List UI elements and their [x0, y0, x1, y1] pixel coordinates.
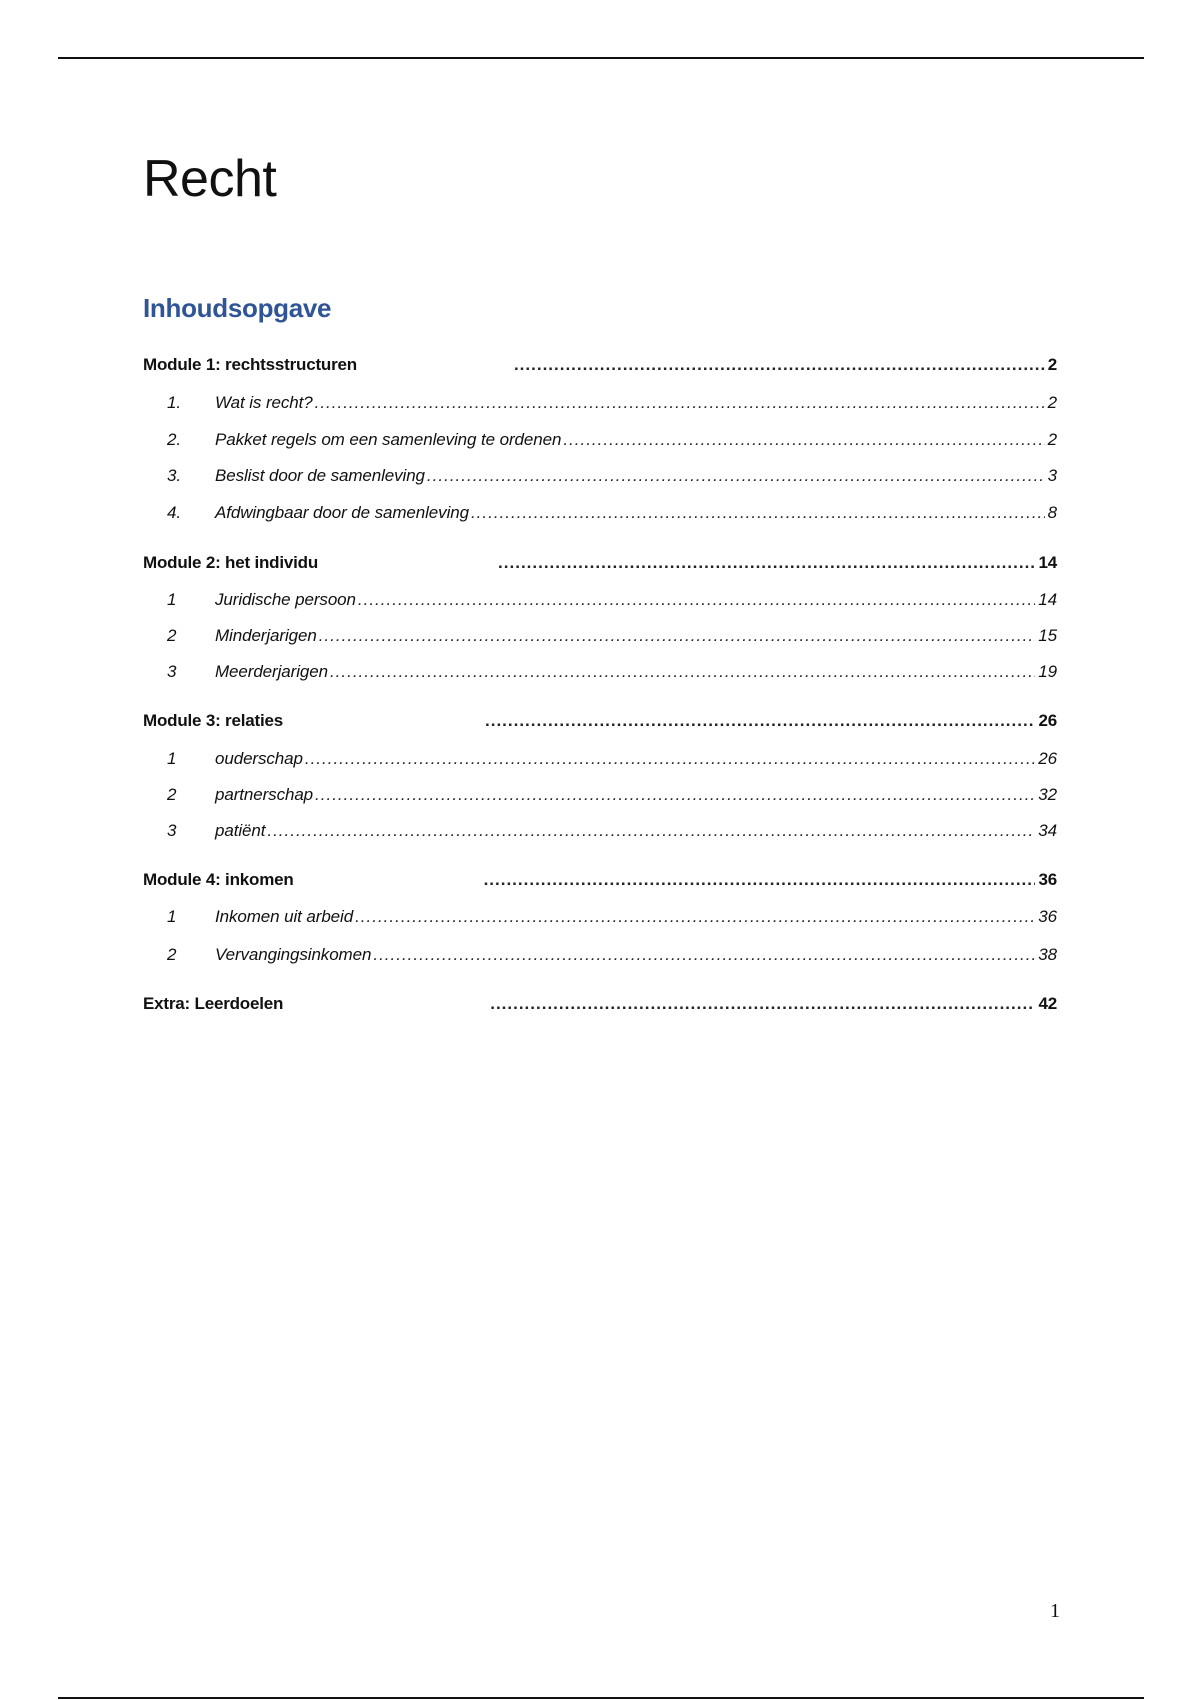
dot-leader: [315, 782, 1035, 808]
dot-leader: [484, 867, 1036, 893]
dot-leader: [514, 352, 1045, 378]
toc-entry-number: 3.: [167, 466, 181, 485]
dot-leader: [427, 463, 1045, 489]
toc-entry-4-2[interactable]: [143, 942, 1057, 968]
dot-leader: [267, 818, 1035, 844]
toc-entry-number: 3: [167, 821, 177, 840]
dot-leader: [373, 942, 1035, 968]
toc-entry-label: ouderschap: [215, 749, 303, 768]
toc-entry-3-2[interactable]: [143, 782, 1057, 808]
page-number: 1: [1050, 1600, 1060, 1622]
toc-entry-number: 4.: [167, 503, 181, 522]
toc-page-number: 14: [1038, 553, 1057, 572]
toc-entry-label: Wat is recht?: [215, 393, 313, 412]
toc-entry-2-1[interactable]: [143, 587, 1057, 613]
toc-module-title: Module 3: relaties: [143, 711, 283, 730]
toc-module-title: Module 4: inkomen: [143, 870, 294, 889]
toc-entry-1-4[interactable]: [143, 500, 1057, 526]
toc-entry-number: 2: [167, 945, 177, 964]
toc-entry-number: 1: [167, 590, 177, 609]
toc-module-title: Extra: Leerdoelen: [143, 994, 284, 1013]
toc-entry-number: 1.: [167, 393, 181, 412]
toc-entry-label: Beslist door de samenleving: [215, 466, 425, 485]
toc-page-number: 26: [1038, 711, 1057, 730]
toc-page-number: 34: [1038, 821, 1057, 840]
dot-leader: [498, 550, 1035, 576]
toc-page-number: 2: [1047, 430, 1057, 449]
toc-entry-1-1[interactable]: [143, 390, 1057, 416]
toc-page-number: 8: [1047, 503, 1057, 522]
toc-entry-label: Meerderjarigen: [215, 662, 328, 681]
toc-module-1[interactable]: [143, 352, 1057, 378]
dot-leader: [305, 746, 1035, 772]
toc-entry-label: Minderjarigen: [215, 626, 317, 645]
dot-leader: [485, 708, 1035, 734]
toc-entry-number: 3: [167, 662, 177, 681]
toc-module-title: Module 2: het individu: [143, 553, 319, 572]
toc-page-number: 36: [1038, 870, 1057, 889]
toc-entry-label: Juridische persoon: [215, 590, 356, 609]
toc-page-number: 38: [1038, 945, 1057, 964]
dot-leader: [355, 904, 1035, 930]
footer-rule: [58, 1697, 1144, 1699]
toc-entry-1-3[interactable]: [143, 463, 1057, 489]
toc-entry-label: Vervangingsinkomen: [215, 945, 372, 964]
toc-entry-number: 1: [167, 907, 177, 926]
toc-entry-4-1[interactable]: [143, 904, 1057, 930]
header-rule: [58, 57, 1144, 59]
toc-module-title: Module 1: rechtsstructuren: [143, 355, 357, 374]
toc-entry-label: Afdwingbaar door de samenleving: [215, 503, 469, 522]
toc-page-number: 3: [1047, 466, 1057, 485]
toc-entry-number: 1: [167, 749, 177, 768]
dot-leader: [563, 427, 1044, 453]
dot-leader: [490, 991, 1035, 1017]
toc-module-3[interactable]: [143, 708, 1057, 734]
toc-page-number: 42: [1038, 994, 1057, 1013]
toc-entry-label: patiënt: [215, 821, 266, 840]
toc-page-number: 36: [1038, 907, 1057, 926]
toc-page-number: 2: [1047, 393, 1057, 412]
toc-entry-number: 2: [167, 626, 177, 645]
toc-entry-label: partnerschap: [215, 785, 314, 804]
toc-entry-label: Inkomen uit arbeid: [215, 907, 354, 926]
toc-entry-number: 2: [167, 785, 177, 804]
toc-module-4[interactable]: [143, 867, 1057, 893]
dot-leader: [358, 587, 1035, 613]
toc-heading: Inhoudsopgave: [143, 293, 332, 323]
toc-module-2[interactable]: [143, 550, 1057, 576]
toc-entry-2-3[interactable]: [143, 659, 1057, 685]
toc-page-number: 32: [1038, 785, 1057, 804]
toc-page-number: 26: [1038, 749, 1057, 768]
toc-extra[interactable]: [143, 991, 1057, 1017]
toc-entry-2-2[interactable]: [143, 623, 1057, 649]
toc-page-number: 15: [1038, 626, 1057, 645]
document-title: Recht: [143, 150, 277, 208]
toc-entry-3-1[interactable]: [143, 746, 1057, 772]
dot-leader: [471, 500, 1045, 526]
toc-page-number: 19: [1038, 662, 1057, 681]
toc-entry-1-2[interactable]: [143, 427, 1057, 453]
dot-leader: [315, 390, 1045, 416]
toc-entry-label: Pakket regels om een samenleving te ordenen: [215, 430, 562, 449]
dot-leader: [330, 659, 1035, 685]
toc-page-number: 2: [1047, 355, 1057, 374]
toc-entry-number: 2.: [167, 430, 181, 449]
dot-leader: [319, 623, 1036, 649]
toc-page-number: 14: [1038, 590, 1057, 609]
toc-entry-3-3[interactable]: [143, 818, 1057, 844]
